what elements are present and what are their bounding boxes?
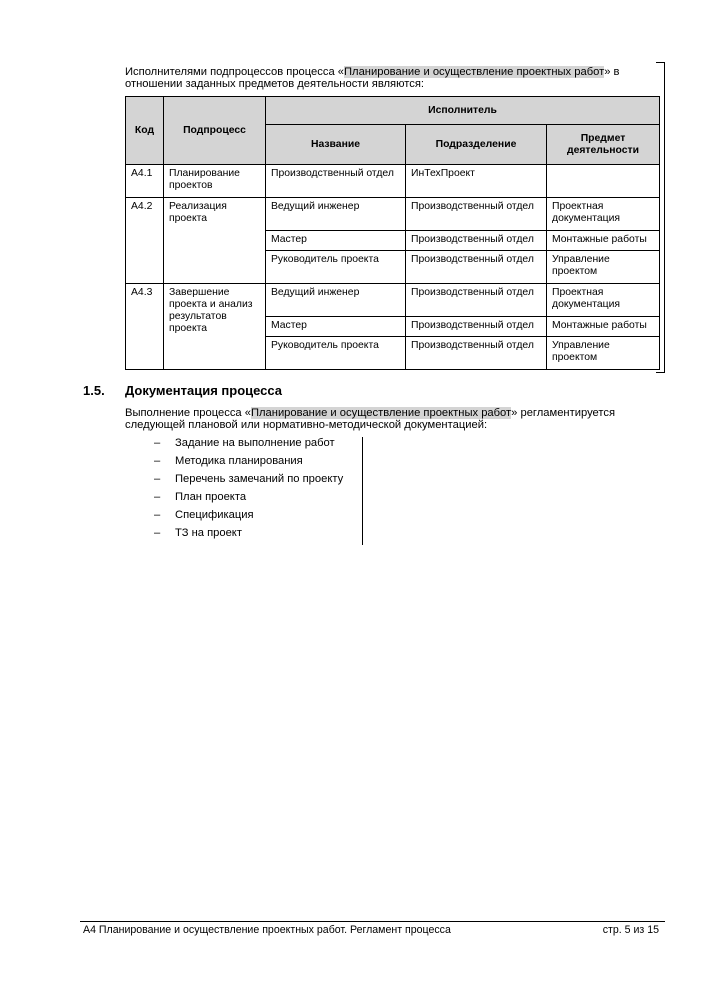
cell-department: Производственный отдел (406, 337, 547, 370)
section-paragraph (125, 407, 665, 431)
cell-name: Руководитель проекта (266, 337, 406, 370)
intro-text: Исполнителями подпроцессов процесса « (125, 66, 345, 78)
section-title: Документация процесса (125, 383, 283, 398)
cell-subject: Монтажные работы (547, 317, 660, 337)
list-item (125, 470, 365, 488)
list-item (125, 506, 365, 524)
cell-department: Производственный отдел (406, 284, 547, 317)
list-item-text: Спецификация (175, 509, 254, 521)
list-dash: – (154, 527, 161, 539)
process-name-highlight: Планирование и осуществление проектных работ (344, 66, 605, 78)
header-subprocess: Подпроцесс (164, 97, 266, 165)
cell-subprocess: Завершение проекта и анализ результатов проекта (164, 284, 266, 370)
cell-subprocess: Реализация проекта (164, 198, 266, 284)
executors-table (125, 96, 660, 370)
cell-subprocess: Планирование проектов (164, 165, 266, 198)
cell-name: Ведущий инженер (266, 198, 406, 231)
documents-list (125, 434, 365, 542)
cell-name: Ведущий инженер (266, 284, 406, 317)
list-item (125, 524, 365, 542)
section-paragraph-line-1 (125, 407, 665, 419)
list-item-text: Методика планирования (175, 455, 303, 467)
section-paragraph-line-2: следующей плановой или нормативно-методической документацией: (125, 419, 488, 431)
table-row (126, 284, 660, 317)
section-text-end: » регламентируется (511, 407, 616, 419)
footer-divider (80, 921, 665, 922)
list-dash: – (154, 437, 161, 449)
list-item (125, 434, 365, 452)
intro-text-end: » в (604, 66, 620, 78)
list-dash: – (154, 455, 161, 467)
list-item-text: ТЗ на проект (175, 527, 242, 539)
header-name: Название (266, 125, 406, 165)
list-change-bar (362, 437, 363, 545)
cell-code: А4.2 (126, 198, 164, 284)
cell-department: Производственный отдел (406, 317, 547, 337)
cell-subject: Управление проектом (547, 337, 660, 370)
cell-name: Руководитель проекта (266, 251, 406, 284)
table-row (126, 165, 660, 198)
cell-subject: Проектная документация (547, 198, 660, 231)
section-heading (83, 383, 105, 398)
cell-code: А4.3 (126, 284, 164, 370)
section-text: Выполнение процесса « (125, 407, 251, 419)
intro-paragraph (125, 66, 665, 90)
list-item (125, 452, 365, 470)
cell-department: ИнТехПроект (406, 165, 547, 198)
cell-department: Производственный отдел (406, 251, 547, 284)
cell-name: Мастер (266, 317, 406, 337)
cell-department: Производственный отдел (406, 198, 547, 231)
cell-subject: Монтажные работы (547, 231, 660, 251)
process-name-highlight: Планирование и осуществление проектных работ (250, 407, 512, 419)
intro-line-2: отношении заданных предметов деятельности являются: (125, 78, 425, 90)
header-code: Код (126, 97, 164, 165)
list-item-text: Задание на выполнение работ (175, 437, 335, 449)
cell-subject (547, 165, 660, 198)
intro-line-1 (125, 66, 665, 78)
list-dash: – (154, 473, 161, 485)
list-dash: – (154, 491, 161, 503)
cell-department: Производственный отдел (406, 231, 547, 251)
header-subject: Предмет деятельности (547, 125, 660, 165)
list-item-text: План проекта (175, 491, 247, 503)
footer-title: А4 Планирование и осуществление проектных работ. Регламент процесса (83, 924, 451, 936)
cell-name: Мастер (266, 231, 406, 251)
cell-name: Производственный отдел (266, 165, 406, 198)
table-row (126, 198, 660, 231)
list-dash: – (154, 509, 161, 521)
header-executor: Исполнитель (266, 97, 660, 125)
header-department: Подразделение (406, 125, 547, 165)
list-item-text: Перечень замечаний по проекту (175, 473, 344, 485)
cell-code: А4.1 (126, 165, 164, 198)
section-number: 1.5. (83, 383, 105, 398)
page-number: стр. 5 из 15 (602, 924, 659, 936)
cell-subject: Проектная документация (547, 284, 660, 317)
cell-subject: Управление проектом (547, 251, 660, 284)
list-item (125, 488, 365, 506)
